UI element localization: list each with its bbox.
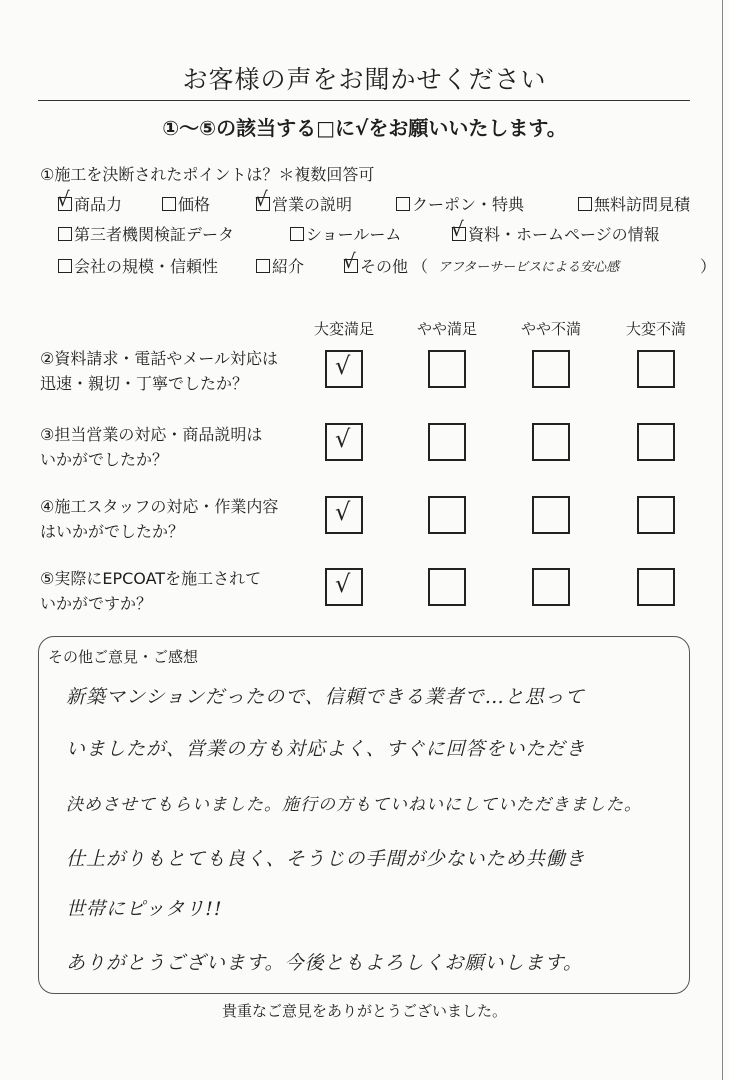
q1-label: ①施工を決断されたポイントは？＊複数回答可: [40, 165, 375, 184]
comments-label: その他ご意見・ご感想: [48, 648, 199, 666]
q3-text: [40, 422, 262, 472]
check-mark-icon: √: [451, 217, 464, 241]
q2-somewhat-dissatisfied-box[interactable]: [532, 350, 570, 388]
checkbox[interactable]: [343, 249, 358, 273]
col-very-dissatisfied: 大変不満: [625, 320, 686, 338]
option-label: 無料訪問見積: [594, 195, 691, 214]
option-label: 紹介: [272, 257, 305, 276]
option-label: 第三者機関検証データ: [74, 225, 235, 244]
option-company-reliability[interactable]: [58, 254, 218, 277]
q2-very-dissatisfied-box[interactable]: [637, 350, 675, 388]
other-paren-close: ）: [700, 257, 717, 276]
footer-thanks: 貴重なご意見をありがとうございました。: [221, 1002, 507, 1020]
instruction-text: ①〜⑤の該当する□に√をお願いいたします。: [162, 116, 567, 140]
option-label: ショールーム: [306, 225, 402, 244]
q4-text: [40, 494, 278, 544]
q3-somewhat-satisfied-box[interactable]: [428, 423, 466, 461]
option-price[interactable]: [162, 192, 210, 215]
q2-somewhat-satisfied-box[interactable]: [428, 350, 466, 388]
q3-line1: ③担当営業の対応・商品説明は: [40, 425, 263, 444]
checkbox[interactable]: [290, 227, 304, 241]
checkbox[interactable]: [255, 187, 270, 211]
q5-line2: いかがですか？: [40, 594, 153, 613]
checkbox[interactable]: [57, 187, 72, 211]
q4-somewhat-dissatisfied-box[interactable]: [532, 496, 570, 534]
q5-very-dissatisfied-box[interactable]: [637, 568, 675, 606]
q5-somewhat-satisfied-box[interactable]: [428, 568, 466, 606]
q5-somewhat-dissatisfied-box[interactable]: [532, 568, 570, 606]
option-coupon[interactable]: [396, 192, 524, 215]
checkbox[interactable]: [256, 259, 270, 273]
comment-line-2: いましたが、営業の方も対応よく、すぐに回答をいただき: [66, 738, 586, 760]
col-somewhat-dissatisfied: やや不満: [520, 320, 581, 338]
title-underline: [38, 100, 690, 101]
option-label: 商品力: [74, 195, 123, 214]
q5-line1: ⑤実際にEPCOATを施工されて: [40, 569, 262, 588]
q5-very-satisfied-box[interactable]: [325, 568, 363, 606]
checkbox[interactable]: [578, 197, 592, 211]
q4-very-satisfied-box[interactable]: [325, 496, 363, 534]
q5-text: [40, 566, 261, 616]
q2-very-satisfied-box[interactable]: [325, 350, 363, 388]
page-title: お客様の声をお聞かせください: [182, 65, 547, 94]
comment-line-4: 仕上がりもとても良く、そうじの手間が少ないため共働き: [66, 848, 586, 870]
q2-line2: 迅速・親切・丁寧でしたか？: [40, 374, 249, 393]
checkbox[interactable]: [396, 197, 410, 211]
option-sales-explanation[interactable]: [255, 187, 353, 215]
col-somewhat-satisfied: やや満足: [416, 320, 477, 338]
q4-somewhat-satisfied-box[interactable]: [428, 496, 466, 534]
q3-very-satisfied-box[interactable]: [325, 423, 363, 461]
option-free-estimate[interactable]: [578, 192, 690, 215]
q4-line2: はいかがでしたか？: [40, 522, 185, 541]
option-label: 会社の規模・信頼性: [74, 257, 219, 276]
option-label: 資料・ホームページの情報: [468, 225, 660, 244]
checkbox[interactable]: [451, 217, 466, 241]
check-mark-icon: √: [255, 187, 268, 211]
option-brochure-website[interactable]: [451, 217, 660, 245]
check-mark-icon: √: [335, 570, 351, 598]
q3-very-dissatisfied-box[interactable]: [637, 423, 675, 461]
option-third-party-data[interactable]: [58, 222, 234, 245]
check-mark-icon: √: [335, 425, 351, 453]
check-mark-icon: √: [335, 498, 351, 526]
comment-line-3: 決めさせてもらいました。施行の方もていねいにしていただきました。: [66, 795, 642, 815]
option-product-power[interactable]: [57, 187, 123, 215]
comment-line-1: 新築マンションだったので、信頼できる業者で…と思って: [66, 686, 585, 708]
q3-line2: いかがでしたか？: [40, 450, 169, 469]
other-paren-open: （: [412, 257, 429, 276]
check-mark-icon: √: [343, 249, 356, 273]
check-mark-icon: √: [57, 187, 70, 211]
option-label: その他: [360, 257, 409, 276]
comment-line-5: 世帯にピッタリ!!: [66, 898, 223, 920]
checkbox[interactable]: [162, 197, 176, 211]
option-showroom[interactable]: [290, 222, 401, 245]
q3-somewhat-dissatisfied-box[interactable]: [532, 423, 570, 461]
scan-edge-line: [722, 0, 723, 1080]
col-very-satisfied: 大変満足: [313, 320, 374, 338]
other-handwritten-text: アフターサービスによる安心感: [438, 260, 620, 275]
checkbox[interactable]: [58, 259, 72, 273]
option-referral[interactable]: [256, 254, 304, 277]
checkbox[interactable]: [58, 227, 72, 241]
q2-text: [40, 346, 278, 396]
option-label: 営業の説明: [272, 195, 353, 214]
q4-line1: ④施工スタッフの対応・作業内容: [40, 497, 279, 516]
option-label: クーポン・特典: [412, 195, 525, 214]
option-label: 価格: [178, 195, 211, 214]
q2-line1: ②資料請求・電話やメール対応は: [40, 349, 279, 368]
q4-very-dissatisfied-box[interactable]: [637, 496, 675, 534]
option-other[interactable]: [343, 249, 409, 277]
check-mark-icon: √: [335, 352, 351, 380]
comment-line-6: ありがとうございます。今後ともよろしくお願いします。: [66, 952, 583, 974]
